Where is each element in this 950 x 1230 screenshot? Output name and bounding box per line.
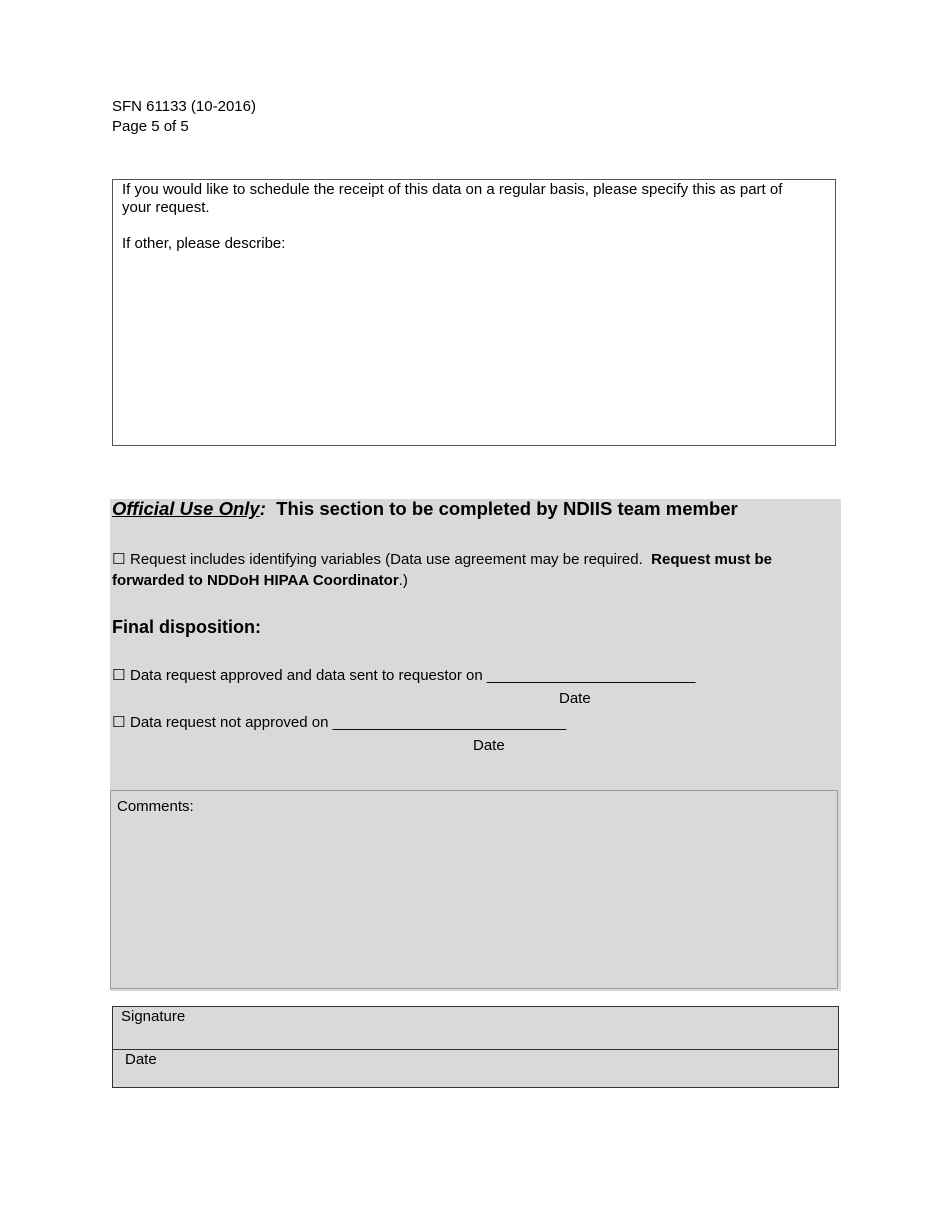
not-approved-line [112,714,566,732]
page-number: Page 5 of 5 [112,118,189,135]
signature-field-label[interactable]: Signature [121,1008,186,1025]
official-use-colon: : [259,498,266,519]
approved-text: Data request approved and data sent to requestor on _________________________ [130,667,696,684]
signature-row-divider [113,1049,838,1050]
approved-checkbox[interactable]: ☐ [112,667,126,684]
comments-label: Comments: [117,798,194,815]
identifying-variables-line2 [112,572,408,590]
other-describe-label: If other, please describe: [122,235,286,252]
date-field-label[interactable]: Date [125,1051,157,1068]
schedule-instruction-line1: If you would like to schedule the receipt of this data on a regular basis, please specify this as part of [122,181,783,198]
not-approved-text: Data request not approved on ____________________________ [130,714,567,731]
not-approved-date-label: Date [473,737,505,754]
comments-field[interactable] [110,790,838,989]
official-use-section [110,499,841,991]
identifying-variables-checkbox[interactable]: ☐ [112,551,126,568]
approved-date-label: Date [559,690,591,707]
identifying-variables-text: Request includes identifying variables (Data use agreement may be required. [130,551,643,568]
hipaa-coordinator-end: .) [398,572,408,589]
form-number: SFN 61133 (10-2016) [112,98,256,115]
approved-line [112,667,695,685]
final-disposition-heading: Final disposition: [112,617,261,637]
hipaa-coordinator-text: forwarded to NDDoH HIPAA Coordinator [112,572,399,589]
schedule-request-field[interactable] [112,179,836,446]
official-use-title [112,498,738,520]
identifying-variables-line1 [112,551,772,569]
not-approved-checkbox[interactable]: ☐ [112,714,126,731]
identifying-variables-bold: Request must be [651,551,772,568]
signature-table [112,1006,839,1088]
official-use-lead: Official Use Only [112,498,260,519]
schedule-instruction-line2: your request. [122,199,210,216]
official-use-subtitle: This section to be completed by NDIIS team member [276,498,738,519]
